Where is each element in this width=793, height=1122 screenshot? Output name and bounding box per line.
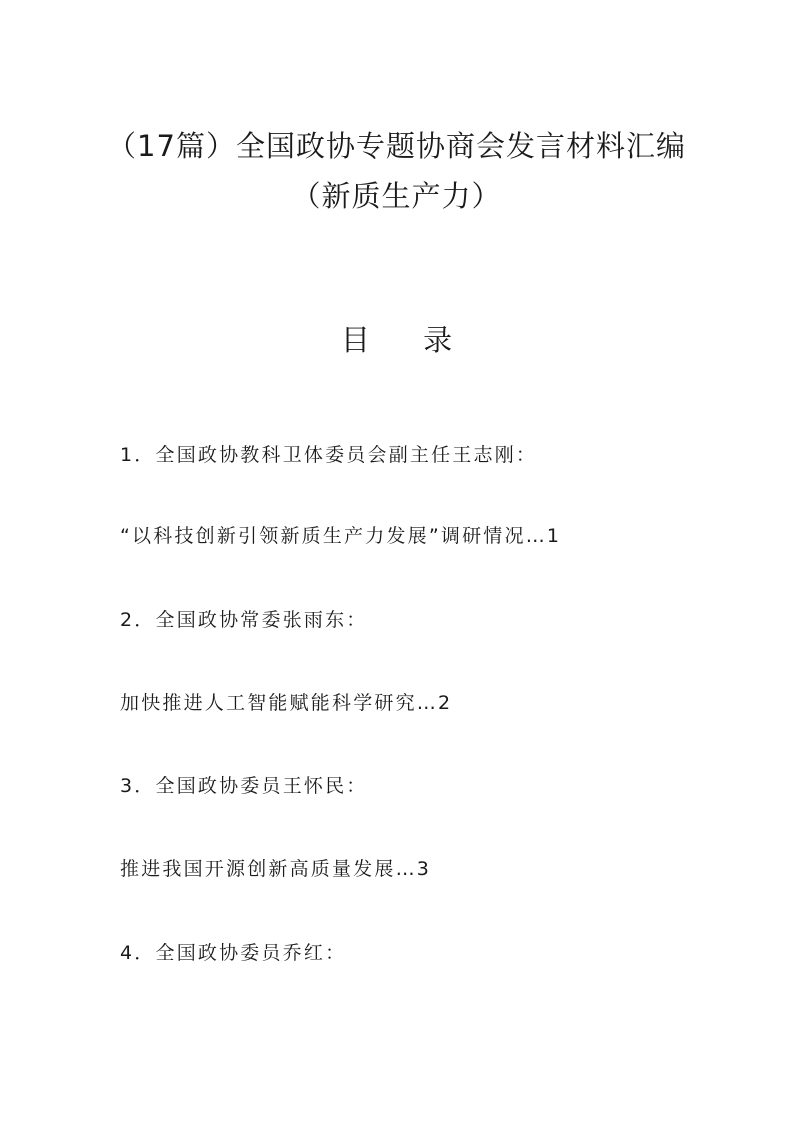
document-title: （17篇）全国政协专题协商会发言材料汇编 — [107, 129, 686, 163]
document-subtitle: （新质生产力） — [291, 179, 502, 213]
toc-item-1-topic: “以科技创新引领新质生产力发展”调研情况…1 — [120, 525, 562, 547]
toc-item-2-topic: 加快推进人工智能赋能科学研究…2 — [120, 692, 453, 714]
toc-item-1-speaker: 1．全国政协教科卫体委员会副主任王志刚： — [120, 444, 538, 466]
toc-heading: 目 录 — [340, 323, 475, 357]
toc-item-4-speaker: 4．全国政协委员乔红： — [120, 942, 347, 964]
toc-item-3-speaker: 3．全国政协委员王怀民： — [120, 775, 368, 797]
toc-item-3-topic: 推进我国开源创新高质量发展…3 — [120, 858, 432, 880]
toc-item-2-speaker: 2．全国政协常委张雨东： — [120, 609, 368, 631]
